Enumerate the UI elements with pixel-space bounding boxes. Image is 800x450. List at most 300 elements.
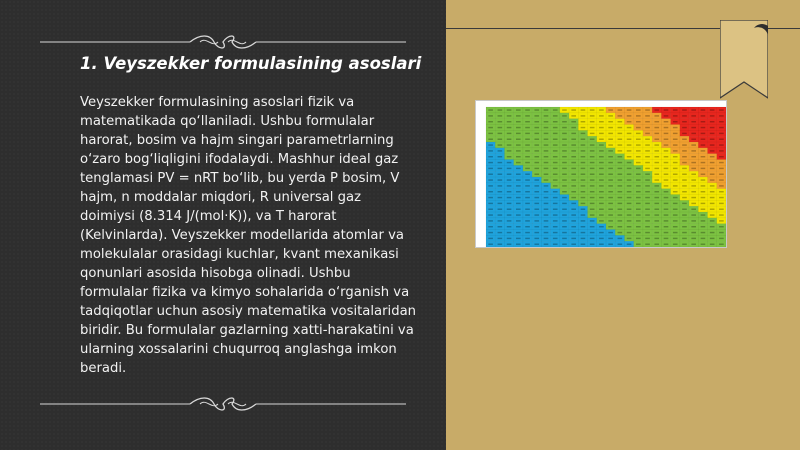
heatmap-cell-mark [571, 197, 576, 198]
heatmap-cell-mark [562, 121, 567, 122]
heatmap-cell-mark [636, 115, 641, 116]
heatmap-cell-mark [525, 185, 530, 186]
heatmap-cell-mark [581, 162, 586, 163]
heatmap-cell-mark [534, 238, 539, 239]
heatmap-cell-mark [507, 133, 512, 134]
heatmap-cell-mark [488, 168, 493, 169]
heatmap-cell-mark [691, 174, 696, 175]
heatmap-cell-mark [525, 162, 530, 163]
heatmap-cell-mark [627, 139, 632, 140]
heatmap-cell-mark [562, 179, 567, 180]
heatmap-cell-mark [645, 209, 650, 210]
slide-title: 1. Veyszekker formulasining asoslari [80, 54, 422, 73]
heatmap-cell-mark [701, 127, 706, 128]
heatmap-cell-mark [525, 156, 530, 157]
heatmap-cell-mark [507, 115, 512, 116]
heatmap-cell-mark [488, 179, 493, 180]
heatmap-cell-mark [590, 226, 595, 227]
heatmap-cell-mark [534, 144, 539, 145]
heatmap-cell-mark [553, 174, 558, 175]
heatmap-cell-mark [498, 203, 503, 204]
heatmap-cell-mark [498, 115, 503, 116]
heatmap-cell-mark [571, 144, 576, 145]
heatmap-cell-mark [719, 232, 724, 233]
heatmap-cell-mark [701, 156, 706, 157]
heatmap-cell-mark [507, 139, 512, 140]
heatmap-cell-mark [571, 162, 576, 163]
heatmap-cell-mark [562, 238, 567, 239]
heatmap-cell-mark [618, 220, 623, 221]
heatmap-cell-mark [525, 214, 530, 215]
heatmap-cell-mark [590, 174, 595, 175]
heatmap-cell-mark [498, 121, 503, 122]
heatmap-cell-mark [654, 144, 659, 145]
heatmap-cell-mark [599, 174, 604, 175]
heatmap-cell-mark [534, 179, 539, 180]
heatmap-cell-mark [701, 150, 706, 151]
heatmap-cell-mark [682, 168, 687, 169]
heatmap-cell-mark [599, 209, 604, 210]
heatmap-cell-mark [525, 220, 530, 221]
heatmap-cell-mark [673, 109, 678, 110]
heatmap-cell-mark [516, 162, 521, 163]
heatmap-cell-mark [590, 197, 595, 198]
heatmap-cell-mark [618, 214, 623, 215]
heatmap-cell-mark [507, 226, 512, 227]
heatmap-cell-mark [627, 156, 632, 157]
heatmap-cell-mark [516, 197, 521, 198]
heatmap-cell-mark [553, 144, 558, 145]
heatmap-cell-mark [544, 139, 549, 140]
heatmap-cell-mark [562, 150, 567, 151]
heatmap-cell-mark [710, 191, 715, 192]
heatmap-cell-mark [682, 191, 687, 192]
heatmap-cell-mark [544, 174, 549, 175]
heatmap-cell-mark [590, 162, 595, 163]
heatmap-cell-mark [608, 244, 613, 245]
heatmap-cell-mark [507, 238, 512, 239]
heatmap-cell-mark [645, 133, 650, 134]
heatmap-cell-mark [581, 127, 586, 128]
heatmap-cell-mark [516, 127, 521, 128]
heatmap-cell-mark [673, 191, 678, 192]
heatmap-cell-mark [571, 121, 576, 122]
heatmap-cell-mark [701, 179, 706, 180]
heatmap-cell-mark [516, 168, 521, 169]
heatmap-cell-mark [627, 179, 632, 180]
heatmap-cell-mark [618, 238, 623, 239]
heatmap-cell-mark [673, 232, 678, 233]
heatmap-cell-mark [618, 174, 623, 175]
heatmap-cell-mark [498, 209, 503, 210]
heatmap-cell-mark [710, 214, 715, 215]
heatmap-cell-mark [498, 214, 503, 215]
heatmap-cell-mark [608, 179, 613, 180]
heatmap-cell-mark [581, 168, 586, 169]
heatmap-cell-mark [525, 168, 530, 169]
heatmap-cell-mark [608, 203, 613, 204]
heatmap-cell-mark [571, 185, 576, 186]
heatmap-cell-mark [581, 179, 586, 180]
heatmap-cell-mark [581, 121, 586, 122]
heatmap-cell-mark [599, 156, 604, 157]
heatmap-cell-mark [673, 179, 678, 180]
heatmap-cell-mark [553, 232, 558, 233]
heatmap-cell-mark [544, 203, 549, 204]
heatmap-cell-mark [590, 209, 595, 210]
heatmap-cell-mark [710, 244, 715, 245]
heatmap-cell-mark [516, 179, 521, 180]
heatmap-cell-mark [654, 244, 659, 245]
heatmap-cell-mark [562, 226, 567, 227]
heatmap-cell-mark [599, 133, 604, 134]
heatmap-cell-mark [710, 179, 715, 180]
heatmap-cell-mark [664, 127, 669, 128]
heatmap-cell-mark [516, 209, 521, 210]
heatmap-cell-mark [488, 109, 493, 110]
heatmap-cell-mark [654, 115, 659, 116]
heatmap-table-image [475, 100, 727, 248]
heatmap-cell-mark [599, 203, 604, 204]
heatmap-cell-mark [553, 133, 558, 134]
heatmap-cell-mark [719, 150, 724, 151]
heatmap-cell-mark [618, 197, 623, 198]
heatmap-cell-mark [645, 127, 650, 128]
heatmap-cell-mark [562, 197, 567, 198]
heatmap-cell-mark [627, 220, 632, 221]
heatmap-cell-mark [488, 150, 493, 151]
heatmap-cell-mark [581, 197, 586, 198]
heatmap-cell-mark [710, 197, 715, 198]
heatmap-cell-mark [571, 191, 576, 192]
heatmap-cell-mark [719, 214, 724, 215]
heatmap-cell-mark [553, 179, 558, 180]
heatmap-cell-mark [534, 203, 539, 204]
heatmap-cell-mark [590, 220, 595, 221]
heatmap-cell-mark [581, 226, 586, 227]
heatmap-cell-mark [581, 133, 586, 134]
heatmap-cell-mark [581, 174, 586, 175]
heatmap-cell-mark [654, 121, 659, 122]
heatmap-cell-mark [608, 162, 613, 163]
heatmap-cell-mark [590, 150, 595, 151]
heatmap-cell-mark [562, 109, 567, 110]
heatmap-cell-mark [719, 209, 724, 210]
heatmap-cell-mark [691, 244, 696, 245]
heatmap-cell-mark [710, 174, 715, 175]
heatmap-cell-mark [571, 133, 576, 134]
heatmap-cell-mark [664, 174, 669, 175]
heatmap-cell-mark [691, 203, 696, 204]
heatmap-cell-mark [571, 232, 576, 233]
heatmap-cell-mark [645, 220, 650, 221]
heatmap-cell-mark [544, 220, 549, 221]
heatmap-cell-mark [719, 191, 724, 192]
ornament-divider-icon [0, 394, 446, 414]
heatmap-cell-mark [534, 127, 539, 128]
heatmap-cell-mark [488, 139, 493, 140]
heatmap-cell-mark [562, 191, 567, 192]
heatmap-cell-mark [627, 115, 632, 116]
heatmap-cell-mark [673, 214, 678, 215]
heatmap-cell-mark [553, 162, 558, 163]
heatmap-cell-mark [673, 150, 678, 151]
heatmap-cell-mark [534, 214, 539, 215]
heatmap-cell-mark [682, 133, 687, 134]
heatmap-cell-mark [590, 109, 595, 110]
heatmap-cell-mark [608, 127, 613, 128]
heatmap-cell-mark [599, 238, 604, 239]
heatmap-cell-mark [645, 238, 650, 239]
heatmap-cell-mark [645, 174, 650, 175]
heatmap-cell-mark [599, 197, 604, 198]
heatmap-cell-mark [516, 214, 521, 215]
heatmap-cell-mark [525, 238, 530, 239]
heatmap-cell-mark [664, 220, 669, 221]
heatmap-cell-mark [654, 156, 659, 157]
heatmap-cell-mark [682, 244, 687, 245]
heatmap-cell-mark [636, 185, 641, 186]
heatmap-cell-mark [654, 109, 659, 110]
heatmap-cell-mark [701, 133, 706, 134]
heatmap-cell-mark [608, 156, 613, 157]
heatmap-cell-mark [498, 168, 503, 169]
heatmap-cell-mark [534, 209, 539, 210]
heatmap-cell-mark [710, 156, 715, 157]
heatmap-cell-mark [719, 127, 724, 128]
heatmap-cell-mark [618, 226, 623, 227]
heatmap-cell-mark [691, 115, 696, 116]
heatmap-cell-mark [673, 209, 678, 210]
heatmap-cell-mark [618, 133, 623, 134]
heatmap-cell-mark [645, 139, 650, 140]
heatmap-cell-mark [627, 203, 632, 204]
heatmap-cell-mark [682, 115, 687, 116]
heatmap-cell-mark [654, 214, 659, 215]
heatmap-cell-mark [599, 220, 604, 221]
heatmap-cell-mark [636, 232, 641, 233]
heatmap-cell-mark [562, 139, 567, 140]
heatmap-cell-mark [590, 121, 595, 122]
heatmap-cell-mark [590, 185, 595, 186]
heatmap-cell-mark [636, 109, 641, 110]
heatmap-cell-mark [516, 185, 521, 186]
heatmap-cell-mark [654, 203, 659, 204]
heatmap-cell-mark [654, 197, 659, 198]
heatmap-cell-mark [581, 150, 586, 151]
heatmap-cell-mark [719, 156, 724, 157]
heatmap-cell-mark [627, 174, 632, 175]
heatmap-cell-mark [664, 144, 669, 145]
heatmap-cell-mark [664, 197, 669, 198]
heatmap-cell-mark [618, 139, 623, 140]
heatmap-cell-mark [553, 115, 558, 116]
heatmap-cell-mark [608, 139, 613, 140]
heatmap-cell-mark [701, 162, 706, 163]
heatmap-cell-mark [590, 238, 595, 239]
heatmap-cell-mark [701, 191, 706, 192]
heatmap-cell-mark [645, 115, 650, 116]
heatmap-cell-mark [618, 121, 623, 122]
heatmap-cell-mark [664, 232, 669, 233]
heatmap-cell-mark [525, 115, 530, 116]
heatmap-cell-mark [701, 244, 706, 245]
heatmap-cell-mark [608, 133, 613, 134]
heatmap-cell-mark [654, 174, 659, 175]
heatmap-cell-mark [673, 203, 678, 204]
heatmap-cell-mark [553, 121, 558, 122]
bookmark-ribbon-icon [720, 20, 768, 100]
heatmap-cell-mark [544, 197, 549, 198]
heatmap-cell-mark [544, 244, 549, 245]
heatmap-cell-mark [507, 232, 512, 233]
heatmap-cell-mark [719, 144, 724, 145]
heatmap-cell-mark [571, 168, 576, 169]
heatmap-cell-mark [636, 179, 641, 180]
heatmap-cell-mark [599, 121, 604, 122]
heatmap-cell-mark [618, 109, 623, 110]
heatmap-cell-mark [507, 220, 512, 221]
heatmap-cell-mark [664, 185, 669, 186]
heatmap-cell-mark [571, 209, 576, 210]
heatmap-cell-mark [553, 214, 558, 215]
heatmap-cell-mark [498, 156, 503, 157]
heatmap-cell-mark [534, 191, 539, 192]
heatmap-cell-mark [719, 115, 724, 116]
heatmap-cell-mark [608, 191, 613, 192]
heatmap-cell-mark [654, 209, 659, 210]
heatmap-cell-mark [571, 139, 576, 140]
heatmap-cell-mark [488, 197, 493, 198]
heatmap-cell-mark [571, 220, 576, 221]
heatmap-cell-mark [534, 156, 539, 157]
heatmap-cell-mark [673, 115, 678, 116]
heatmap-cell-mark [544, 168, 549, 169]
heatmap-cell-mark [608, 220, 613, 221]
heatmap-cell-mark [710, 121, 715, 122]
heatmap-cell-mark [608, 209, 613, 210]
heatmap-cell-mark [645, 179, 650, 180]
heatmap-cell-mark [516, 174, 521, 175]
heatmap-cell-mark [710, 162, 715, 163]
heatmap-cell-mark [691, 127, 696, 128]
heatmap-cell-mark [525, 203, 530, 204]
heatmap-cell-mark [719, 174, 724, 175]
heatmap-cell-mark [710, 115, 715, 116]
heatmap-cell-mark [590, 139, 595, 140]
heatmap-cell-mark [516, 238, 521, 239]
heatmap-cell-mark [710, 150, 715, 151]
heatmap-cell-mark [525, 209, 530, 210]
heatmap-cell-mark [691, 162, 696, 163]
heatmap-cell-mark [654, 139, 659, 140]
heatmap-cell-mark [673, 174, 678, 175]
heatmap-cell-mark [544, 214, 549, 215]
heatmap-cell-mark [590, 244, 595, 245]
heatmap-cell-mark [719, 238, 724, 239]
heatmap-cell-mark [553, 191, 558, 192]
heatmap-cell-mark [691, 109, 696, 110]
heatmap-cell-mark [599, 226, 604, 227]
heatmap-cell-mark [581, 185, 586, 186]
heatmap-cell-mark [636, 144, 641, 145]
heatmap-cell-mark [719, 179, 724, 180]
heatmap-cell-mark [701, 185, 706, 186]
heatmap-cell-mark [627, 214, 632, 215]
heatmap-cell-mark [516, 156, 521, 157]
heatmap-cell-mark [544, 232, 549, 233]
heatmap-cell-mark [664, 179, 669, 180]
heatmap-cell-mark [581, 203, 586, 204]
heatmap-cell-mark [590, 203, 595, 204]
heatmap-cell-mark [553, 168, 558, 169]
heatmap-cell-mark [645, 109, 650, 110]
heatmap-cell-mark [571, 244, 576, 245]
heatmap-cell-mark [562, 185, 567, 186]
heatmap-cell-mark [571, 174, 576, 175]
heatmap-cell-mark [682, 214, 687, 215]
heatmap-cell-mark [562, 220, 567, 221]
heatmap-cell-mark [636, 214, 641, 215]
heatmap-cell-mark [498, 109, 503, 110]
heatmap-cell-mark [525, 244, 530, 245]
heatmap-cell-mark [488, 121, 493, 122]
heatmap-cell-mark [664, 150, 669, 151]
heatmap-cell-mark [488, 203, 493, 204]
heatmap-cell-mark [562, 174, 567, 175]
heatmap-cell-mark [507, 244, 512, 245]
heatmap-cell-mark [664, 209, 669, 210]
heatmap-cell-mark [682, 220, 687, 221]
heatmap-cell-mark [618, 168, 623, 169]
heatmap-cell-mark [618, 115, 623, 116]
heatmap-cell-mark [636, 220, 641, 221]
heatmap-cell-mark [544, 191, 549, 192]
heatmap-cell-mark [553, 156, 558, 157]
heatmap-cell-mark [544, 133, 549, 134]
heatmap-cell-mark [498, 162, 503, 163]
heatmap-cell-mark [682, 121, 687, 122]
heatmap-cell-mark [553, 244, 558, 245]
heatmap-cell-mark [571, 156, 576, 157]
heatmap-cell-mark [571, 179, 576, 180]
heatmap-cell-mark [654, 238, 659, 239]
heatmap-cell-mark [581, 109, 586, 110]
heatmap-cell-mark [516, 232, 521, 233]
heatmap-cell-mark [701, 144, 706, 145]
heatmap-cell-mark [562, 127, 567, 128]
heatmap-cell-mark [608, 232, 613, 233]
heatmap-cell-mark [590, 156, 595, 157]
heatmap-cell-mark [710, 238, 715, 239]
heatmap-cell-mark [599, 244, 604, 245]
heatmap-cell-mark [488, 220, 493, 221]
heatmap-cell-mark [701, 238, 706, 239]
heatmap-cell-mark [507, 214, 512, 215]
heatmap-cell-mark [664, 156, 669, 157]
heatmap-cell-mark [636, 156, 641, 157]
heatmap-cell-mark [525, 139, 530, 140]
heatmap-cell-mark [544, 150, 549, 151]
heatmap-cell-mark [719, 203, 724, 204]
heatmap-cell-mark [701, 220, 706, 221]
heatmap-cell-mark [507, 179, 512, 180]
heatmap-cell-mark [553, 220, 558, 221]
heatmap-cell-mark [534, 197, 539, 198]
heatmap-cell-mark [581, 244, 586, 245]
heatmap-cell-mark [710, 109, 715, 110]
heatmap-cell-mark [691, 226, 696, 227]
